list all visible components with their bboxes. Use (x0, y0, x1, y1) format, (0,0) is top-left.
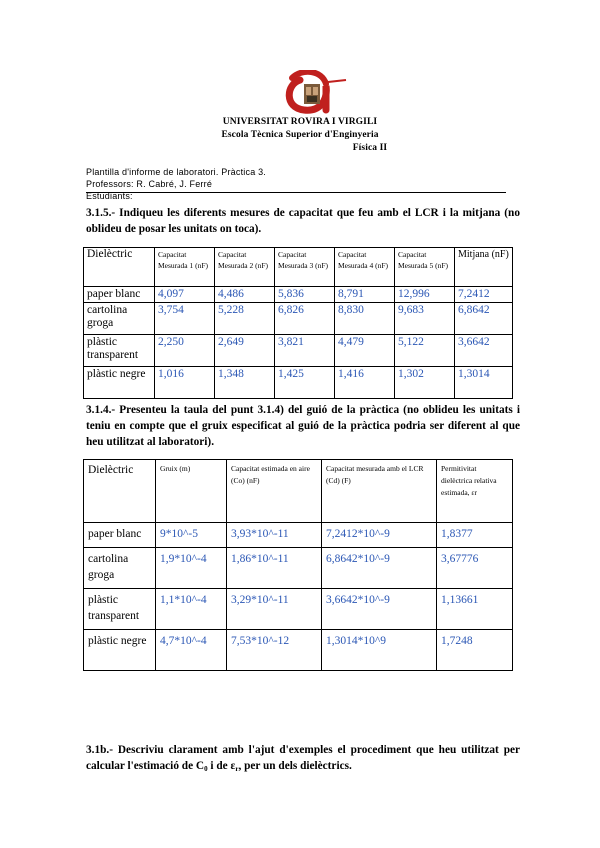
value-cell: 1,016 (155, 367, 215, 399)
value-cell: 6,8642*10^-9 (322, 548, 437, 589)
value-cell: 7,2412 (455, 287, 513, 303)
table-header-row (84, 460, 513, 523)
value-cell: 3,67776 (437, 548, 513, 589)
value-cell: 1,3014 (455, 367, 513, 399)
header-cell: Capacitat Mesurada 2 (nF) (215, 248, 275, 287)
subscript-r: r (235, 765, 239, 773)
value-cell: 6,8642 (455, 303, 513, 335)
students-line: Estudiants: (86, 191, 133, 201)
table-header-row (84, 248, 513, 287)
question-3-1b (86, 742, 520, 777)
value-cell: 6,826 (275, 303, 335, 335)
value-cell: 4,7*10^-4 (156, 630, 227, 671)
value-cell: 5,228 (215, 303, 275, 335)
value-cell: 8,830 (335, 303, 395, 335)
value-cell: 1,348 (215, 367, 275, 399)
divider (86, 192, 506, 193)
value-cell: 1,425 (275, 367, 335, 399)
table-row (84, 335, 513, 367)
value-cell: 1,7248 (437, 630, 513, 671)
value-cell: 1,9*10^-4 (156, 548, 227, 589)
table-row (84, 367, 513, 399)
header-cell: Capacitat estimada en aire (Co) (nF) (227, 460, 322, 523)
value-cell: 1,416 (335, 367, 395, 399)
dielectric-cell: plàstic negre (84, 367, 155, 399)
header-cell: Dielèctric (84, 460, 156, 523)
header-cell: Capacitat Mesurada 3 (nF) (275, 248, 335, 287)
value-cell: 2,250 (155, 335, 215, 367)
dielectric-cell: paper blanc (84, 287, 155, 303)
value-cell: 5,836 (275, 287, 335, 303)
value-cell: 2,649 (215, 335, 275, 367)
question-text: 3.1b.- Descriviu clarament amb l'ajut d'exemples el procediment que heu utilitzat per calcular l'estimació de C (86, 744, 520, 772)
university-logo (282, 70, 348, 114)
dielectric-cell: cartolina groga (84, 303, 155, 335)
header-cell: Capacitat Mesurada 4 (nF) (335, 248, 395, 287)
table-row (84, 287, 513, 303)
value-cell: 4,486 (215, 287, 275, 303)
value-cell: 7,2412*10^-9 (322, 523, 437, 548)
value-cell: 1,1*10^-4 (156, 589, 227, 630)
value-cell: 9*10^-5 (156, 523, 227, 548)
header-cell: Gruix (m) (156, 460, 227, 523)
question-text: , per un dels dielèctrics. (238, 760, 352, 772)
value-cell: 1,13661 (437, 589, 513, 630)
question-3-1-5: 3.1.5.- Indiqueu les diferents mesures de capacitat que feu amb el LCR i la mitjana (no oblideu de posar les unitats on toca). (86, 207, 520, 235)
dielectric-cell: cartolina groga (84, 548, 156, 589)
value-cell: 1,3014*10^9 (322, 630, 437, 671)
table-row (84, 523, 513, 548)
capacitance-measurements-table (83, 247, 513, 399)
header-cell: Capacitat mesurada amb el LCR (Cd) (F) (322, 460, 437, 523)
header-cell: Mitjana (nF) (455, 248, 513, 287)
value-cell: 1,302 (395, 367, 455, 399)
value-cell: 3,93*10^-11 (227, 523, 322, 548)
value-cell: 3,6642*10^-9 (322, 589, 437, 630)
value-cell: 3,821 (275, 335, 335, 367)
professors-line: Professors: R. Cabré, J. Ferré (86, 179, 213, 189)
value-cell: 9,683 (395, 303, 455, 335)
dielectric-cell: plàstic transparent (84, 335, 155, 367)
value-cell: 3,29*10^-11 (227, 589, 322, 630)
value-cell: 1,8377 (437, 523, 513, 548)
university-name: UNIVERSITAT ROVIRA I VIRGILI (222, 117, 378, 127)
value-cell: 8,791 (335, 287, 395, 303)
table-row (84, 589, 513, 630)
value-cell: 4,479 (335, 335, 395, 367)
value-cell: 12,996 (395, 287, 455, 303)
table-row (84, 303, 513, 335)
school-name: Escola Tècnica Superior d'Enginyeria (221, 130, 379, 140)
subscript-zero: 0 (204, 765, 208, 773)
dielectric-cell: paper blanc (84, 523, 156, 548)
value-cell: 5,122 (395, 335, 455, 367)
header-cell: Dielèctric (84, 248, 155, 287)
header-cell: Capacitat Mesurada 1 (nF) (155, 248, 215, 287)
permittivity-table (83, 459, 513, 671)
question-text: i de ε (207, 760, 236, 772)
value-cell: 3,754 (155, 303, 215, 335)
table-row (84, 548, 513, 589)
template-title: Plantilla d'informe de laboratori. Pràctica 3. (86, 167, 267, 177)
dielectric-cell: plàstic transparent (84, 589, 156, 630)
value-cell: 7,53*10^-12 (227, 630, 322, 671)
header-cell: Capacitat Mesurada 5 (nF) (395, 248, 455, 287)
table-row (84, 630, 513, 671)
value-cell: 4,097 (155, 287, 215, 303)
value-cell: 1,86*10^-11 (227, 548, 322, 589)
dielectric-cell: plàstic negre (84, 630, 156, 671)
question-3-1-4: 3.1.4.- Presenteu la taula del punt 3.1.4) del guió de la pràctica (no oblideu les unitats i teniu en compte que el gruix especificat al guió de la pràctica podria ser diferent al que heu utilitzat al laboratori). (86, 404, 520, 448)
header-cell: Permitivitat dielèctrica relativa estimada, εr (437, 460, 513, 523)
value-cell: 3,6642 (455, 335, 513, 367)
subject-name: Física II (352, 143, 388, 153)
